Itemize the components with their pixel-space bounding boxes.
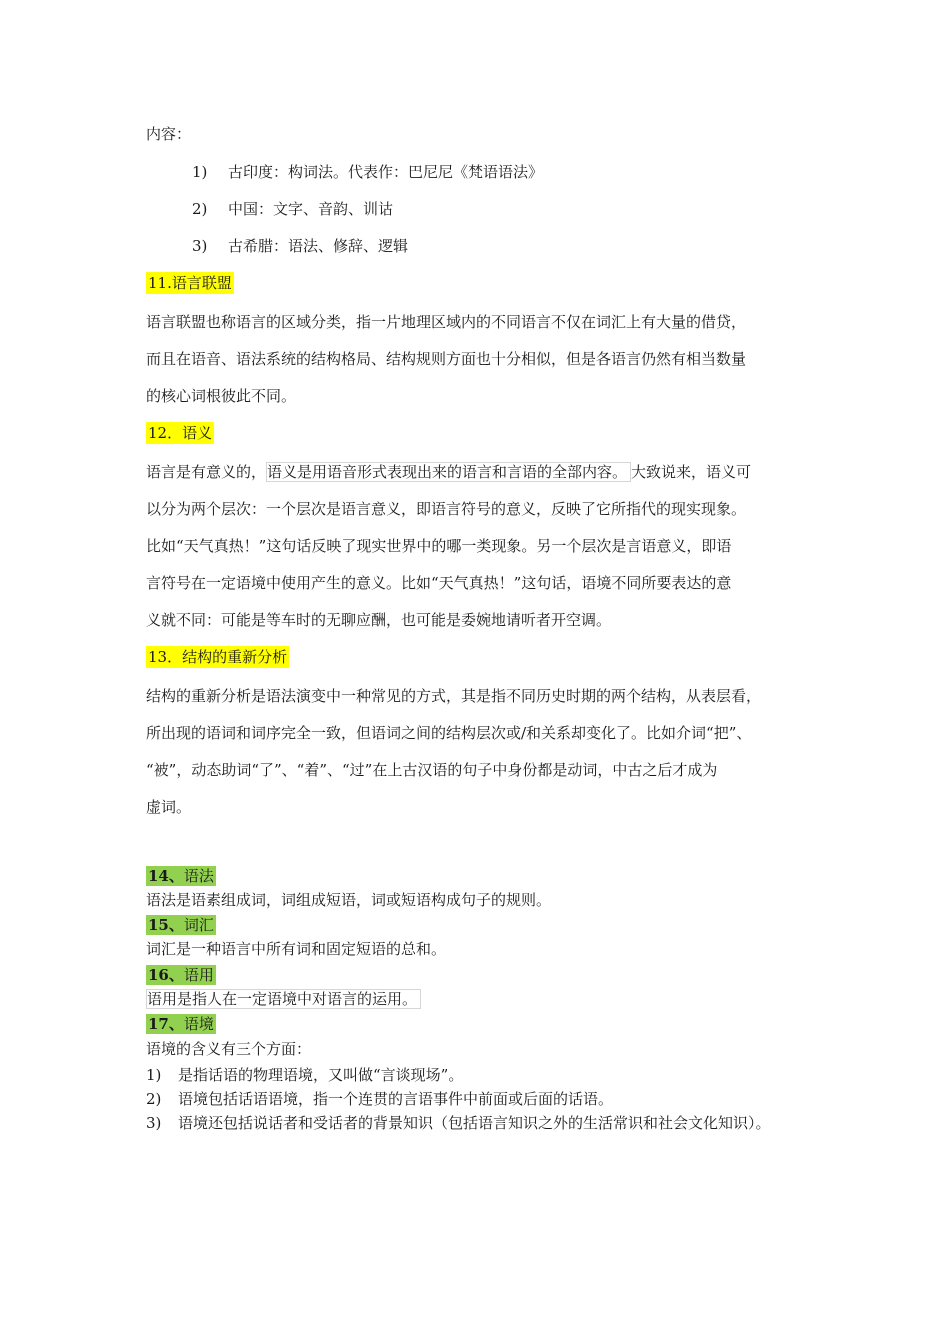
- section-13-body: 结构的重新分析是语法演变中一种常见的方式，其是指不同历史时期的两个结构，从表层看， 所出现的语词和词序完全一致，但语词之间的结构层次或/和关系却变化了。比如介词“把”、 “被”，动态助词“了”、“着”、“过”在上古汉语的句子中身份都是动词，中古之后才成为 虚词。: [146, 687, 762, 816]
- section-16-heading: [146, 965, 808, 985]
- section-15-body: 词汇是一种语言中所有词和固定短语的总和。: [146, 940, 447, 958]
- boxed-phrase: 语用是指人在一定语境中对语言的运用。: [146, 989, 421, 1009]
- heading-highlight: 14、语法: [148, 867, 214, 885]
- section-14-body: 语法是语素组成词，词组成短语，词或短语构成句子的规则。: [146, 891, 552, 909]
- heading-highlight: 12．语义: [148, 424, 213, 442]
- section-14-heading: [146, 866, 808, 886]
- list-item: 2) 语境包括话语语境，指一个连贯的言语事件中前面或后面的话语。: [146, 1090, 614, 1108]
- section-12-body: 语言是有意义的，语义是用语音形式表现出来的语言和言语的全部内容。 大致说来，语义可 以分为两个层次：一个层次是语言意义，即语言符号的意义，反映了它所指代的现实现象。 比如“天气真热！”这句话反映了现实世界中的哪一类现象。另一个层次是言语意义，即语 言符号在一定语境中使用产生的意义。比如“天气真热！”这句话，语境不同所要表达的意 义就不同：可能是等车时的无聊应酬，也可能是委婉地请听者开空调。: [146, 462, 808, 647]
- section-11-heading: [146, 272, 808, 294]
- heading-highlight: 17、语境: [148, 1015, 214, 1033]
- list-item: 1) 是指话语的物理语境，又叫做“言谈现场”。: [146, 1066, 464, 1084]
- section-12-heading: [146, 422, 808, 444]
- section-16-body: [146, 989, 808, 1009]
- heading-highlight: 13．结构的重新分析: [148, 648, 288, 666]
- boxed-phrase: 语义是用语音形式表现出来的语言和言语的全部内容。: [266, 462, 631, 482]
- section-15-heading: [146, 915, 808, 935]
- section-17-list: [146, 1063, 808, 1135]
- list-item: 3) 古希腊：语法、修辞、逻辑: [192, 237, 409, 255]
- heading-highlight: 16、语用: [148, 966, 214, 984]
- section-17-intro: 语境的含义有三个方面：: [146, 1040, 312, 1058]
- heading-highlight: 15、词汇: [148, 916, 214, 934]
- heading-highlight: 11.语言联盟: [148, 274, 232, 292]
- list-item: 2) 中国：文字、音韵、训诂: [192, 200, 394, 218]
- list-item: 1) 古印度：构词法。代表作：巴尼尼《梵语语法》: [192, 163, 544, 181]
- intro-label: 内容：: [146, 125, 192, 143]
- list-item: 3) 语境还包括说话者和受话者的背景知识（包括语言知识之外的生活常识和社会文化知识）。: [146, 1114, 771, 1132]
- section-13-heading: [146, 646, 808, 668]
- paragraph-line: 语言是有意义的，语义是用语音形式表现出来的语言和言语的全部内容。 大致说来，语义可: [146, 463, 752, 481]
- section-17-heading: [146, 1014, 808, 1034]
- section-11-body: 语言联盟也称语言的区域分类，指一片地理区域内的不同语言不仅在词汇上有大量的借贷， 而且在语音、语法系统的结构格局、结构规则方面也十分相似，但是各语言仍然有相当数量 的核心词根彼此不同。: [146, 313, 747, 405]
